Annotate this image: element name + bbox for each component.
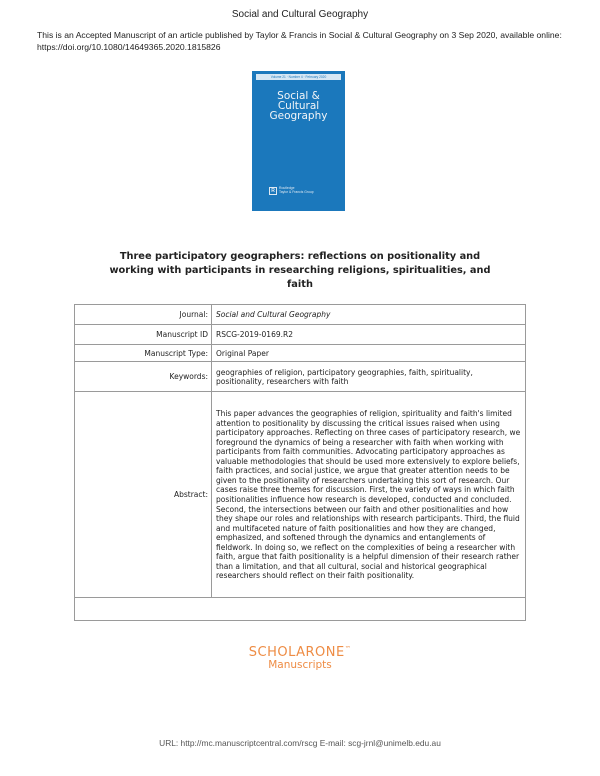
running-header-journal-name: Social and Cultural Geography: [231, 9, 369, 20]
keywords-cell: [212, 362, 526, 392]
scholarone-name: SCHOLARONE: [248, 645, 345, 660]
abstract-value: This paper advances the geographies of religion, spirituality and faith's limited attention to positionality by discussing the critical issues raised when using participatory approaches. Reflecting on three cases of participatory research, we foreground the dynamics of being a researcher with faith when working with participants from faith communities. Advocating participatory approaches as valuable methodologies that should be used more extensively to explore beliefs, faith practices, and social justice, we argue that greater attention needs to be given to the positionality of researchers undertaking this sort of research. Our cases raise three themes for discussion. First, the variety of ways in which faith positionalities influence how research is developed, conducted and concluded. Second, the intersections between our faith and other positionalities and how they shape our roles and relationships with research participants. Third, the fluid and multifaceted nature of faith positionalities and how they are changed, emphasized, and softened through the dynamics and entanglements of fieldwork. In doing so, we reflect on the complexities of being a researcher with faith, argue that faith positionality is a helpful dimension of their research rather than a limitation, and that all cultural, social and historical geographical researchers should reflect on their faith positionality.: [216, 409, 521, 581]
paper-title: Three participatory geographers: reflections on positionality and working with participants in researching religions, spiritualities, and faith: [109, 251, 491, 290]
table-row: [75, 345, 526, 362]
manuscript-type-value: Original Paper: [212, 345, 526, 362]
table-row: [75, 392, 526, 598]
cover-title-line: Cultural: [277, 100, 320, 112]
journal-value: Social and Cultural Geography: [212, 305, 526, 325]
cover-publisher-name: Routledge: [279, 186, 295, 191]
table-row: [75, 325, 526, 345]
table-row: [75, 598, 526, 621]
manuscript-id-label: Manuscript ID: [75, 325, 212, 345]
manuscripts-wordmark: Manuscripts: [268, 659, 332, 671]
cover-publisher-group: Taylor & Francis Group: [279, 190, 314, 194]
keywords-label: Keywords:: [75, 362, 212, 392]
cover-title: [252, 91, 345, 121]
keywords-value: geographies of religion, participatory geographies, faith, spirituality, positionality, researchers with faith: [216, 367, 473, 386]
table-row: [75, 305, 526, 325]
scholarone-logo: [0, 645, 600, 671]
accepted-manuscript-notice: This is an Accepted Manuscript of an article published by Taylor & Francis in Social & Cultural Geography on 3 Sep 2020, available online: https://doi.org/10.1080/14649365.2020.1815826: [37, 30, 562, 52]
table-row: [75, 362, 526, 392]
manuscript-type-label: Manuscript Type:: [75, 345, 212, 362]
trademark-symbol: ™: [344, 645, 352, 653]
journal-cover-image: [252, 71, 345, 211]
cover-publisher-logo: [269, 187, 314, 195]
cover-issue-band: Volume 21 · Number 4 · February 2020: [256, 74, 341, 80]
journal-label: Journal:: [75, 305, 212, 325]
abstract-label: Abstract:: [75, 392, 212, 598]
routledge-icon: R: [269, 187, 277, 195]
manuscript-id-value: RSCG-2019-0169.R2: [212, 325, 526, 345]
manuscript-metadata-table: [74, 304, 526, 621]
cover-publisher-text: [279, 187, 314, 194]
empty-row-cell: [75, 598, 526, 621]
scholarone-wordmark: [0, 645, 600, 660]
cover-title-line: Geography: [269, 110, 328, 122]
footer-contact: URL: http://mc.manuscriptcentral.com/rscg E-mail: scg-jrnl@unimelb.edu.au: [159, 738, 441, 748]
abstract-cell: [212, 392, 526, 598]
cover-title-line: Social &: [277, 90, 320, 102]
